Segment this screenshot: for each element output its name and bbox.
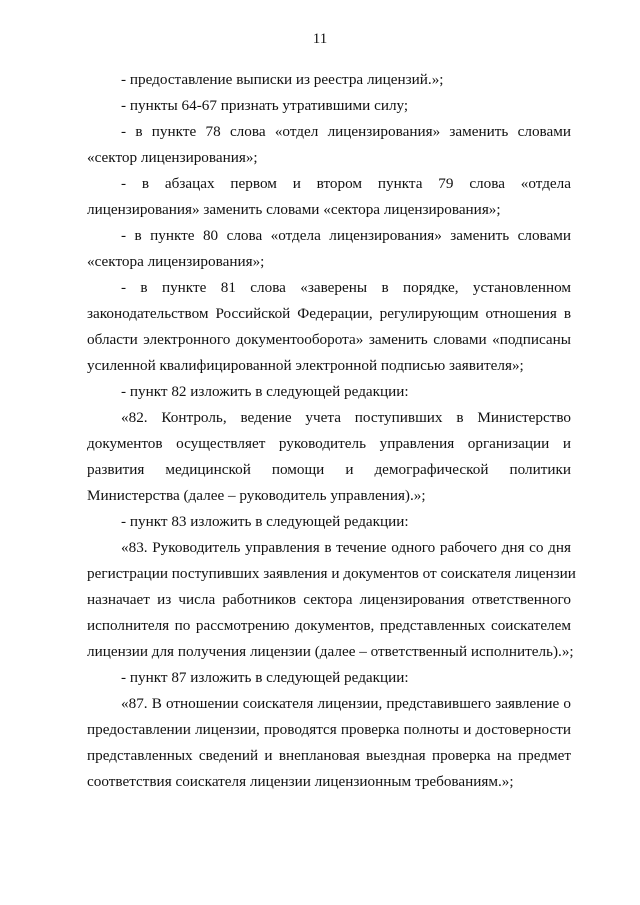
text-line: - в пункте 81 слова «заверены в порядке, установленном [121, 279, 571, 296]
text-line: «сектора лицензирования»; [87, 253, 265, 270]
text-line: области электронного документооборота» заменить словами «подписаны [87, 331, 571, 348]
text-line: «82. Контроль, ведение учета поступивших в Министерство [121, 409, 571, 426]
text-line: - в абзацах первом и втором пункта 79 слова «отдела [121, 175, 571, 192]
text-line: - в пункте 80 слова «отдела лицензирования» заменить словами [121, 227, 571, 244]
text-line: лицензии для получения лицензии (далее – ответственный исполнитель).»; [87, 643, 574, 660]
page-number: 11 [312, 31, 328, 47]
text-line: «87. В отношении соискателя лицензии, представившего заявление о [121, 695, 571, 712]
text-line: - пункты 64-67 признать утратившими силу; [121, 97, 409, 114]
text-line: - в пункте 78 слова «отдел лицензирования» заменить словами [121, 123, 571, 140]
text-line: «сектор лицензирования»; [87, 149, 258, 166]
text-line: представленных сведений и внеплановая выездная проверка на предмет [87, 747, 571, 764]
text-line: усиленной квалифицированной электронной подписью заявителя»; [87, 357, 524, 374]
text-line: исполнителя по рассмотрению документов, представленных соискателем [87, 617, 571, 634]
text-line: - пункт 87 изложить в следующей редакции: [121, 669, 409, 686]
text-line: документов осуществляет руководитель управления организации и [87, 435, 571, 452]
text-line: развития медицинской помощи и демографической политики [87, 461, 571, 478]
text-line: назначает из числа работников сектора лицензирования ответственного [87, 591, 571, 608]
text-line: соответствия соискателя лицензии лицензионным требованиям.»; [87, 773, 514, 790]
text-line: «83. Руководитель управления в течение одного рабочего дня со дня [121, 539, 571, 556]
text-line: предоставлении лицензии, проводятся проверка полноты и достоверности [87, 721, 571, 738]
text-line: - пункт 83 изложить в следующей редакции: [121, 513, 409, 530]
text-line: регистрации поступивших заявления и документов от соискателя лицензии [87, 565, 576, 582]
text-line: законодательством Российской Федерации, регулирующим отношения в [87, 305, 571, 322]
text-line: - предоставление выписки из реестра лицензий.»; [121, 71, 444, 88]
text-line: лицензирования» заменить словами «сектора лицензирования»; [87, 201, 501, 218]
text-line: Министерства (далее – руководитель управления).»; [87, 487, 426, 504]
text-line: - пункт 82 изложить в следующей редакции: [121, 383, 409, 400]
